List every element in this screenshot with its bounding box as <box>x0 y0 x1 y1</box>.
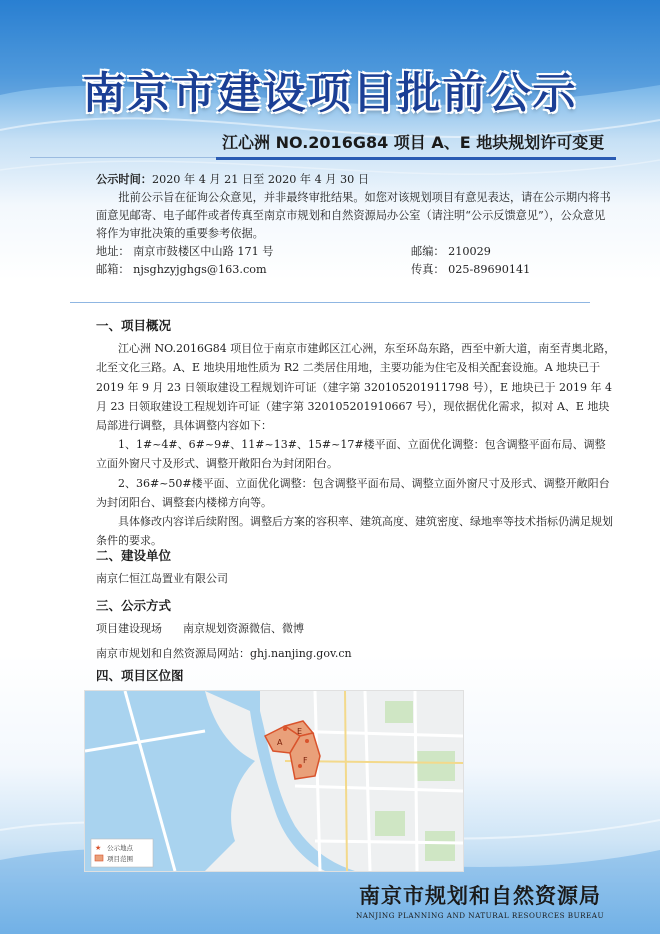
footer-org-cn: 南京市规划和自然资源局 <box>359 883 601 908</box>
builder-section <box>96 546 616 588</box>
overview-heading: 一、项目概况 <box>96 318 172 333</box>
builder-heading: 二、建设单位 <box>96 548 172 563</box>
footer-org-en: NANJING PLANNING AND NATURAL RESOURCES BUREAU <box>355 911 605 920</box>
location-map[interactable] <box>84 690 464 872</box>
method-heading: 三、公示方式 <box>96 598 172 613</box>
method-line-1: 项目建设现场 南京规划资源微信、微博 <box>96 622 304 636</box>
legend-range-label: 项目范围 <box>107 855 133 863</box>
fax: 传真： 025-89690141 <box>411 263 531 276</box>
period-value: 2020 年 4 月 21 日至 2020 年 4 月 30 日 <box>151 173 370 186</box>
method-line-2: 南京市规划和自然资源局网站：ghj.nanjing.gov.cn <box>96 647 352 661</box>
postcode: 邮编： 210029 <box>411 245 491 258</box>
plot-label-a: A <box>277 738 283 747</box>
notice-intro: 批前公示旨在征询公众意见，并非最终审批结果。如您对该规划项目有意见表达，请在公示期内将书面意见邮寄、电子邮件或者传真至南京市规划和自然资源局办公室（请注明“公示反馈意见”），公众意见将作为审批决策的重要参考依据。 <box>96 191 611 240</box>
legend-range-icon <box>95 855 103 861</box>
map-drawing <box>85 691 463 871</box>
overview-paragraph-4: 具体修改内容详后续附图。调整后方案的容积率、建筑高度、建筑密度、绿地率等技术指标仍满足规划条件的要求。 <box>96 515 613 548</box>
page-subtitle: 江心洲 NO.2016G84 项目 A、E 地块规划许可变更 <box>222 133 605 152</box>
period-label: 公示时间： <box>96 172 152 186</box>
address: 地址： 南京市鼓楼区中山路 171 号 <box>96 245 274 258</box>
location-section <box>96 666 616 685</box>
builder-name: 南京仁恒江岛置业有限公司 <box>96 572 228 586</box>
plot-label-f: F <box>303 756 308 765</box>
method-section <box>96 596 616 664</box>
overview-paragraph-1: 江心洲 NO.2016G84 项目位于南京市建邺区江心洲，东至环岛东路，西至中新大道，南至青奥北路，北至文化三路。A、E 地块用地性质为 R2 二类居住用地，主要功能为住宅及相关配套设施。A 地块已于 2019 年 9 月 23 日领取建设工程规划许可证（建字第 320105201911798 号），E 地块已于 2019 年 4 月 23 日领取建设工程规划许可证（建字第 320105201910667 号），现依据优化需求，拟对 A、E 地块局部进行调整，具体调整内容如下： <box>96 342 616 433</box>
overview-paragraph-3: 2、36#~50#楼平面、立面优化调整：包含调整平面布局、调整立面外窗尺寸及形式、调整开敞阳台为封闭阳台、调整套内楼梯方向等。 <box>96 476 610 509</box>
contact-row-1 <box>96 243 616 261</box>
email[interactable]: 邮箱： njsghzyjghgs@163.com <box>96 263 267 276</box>
section-divider <box>70 302 590 303</box>
contact-row-2 <box>96 261 616 279</box>
notice-info <box>96 170 616 279</box>
plot-label-e: E <box>297 727 303 736</box>
subtitle-left-rule <box>30 157 216 158</box>
overview-paragraph-2: 1、1#~4#、6#~9#、11#~13#、15#~17#楼平面、立面优化调整：包含调整平面布局、调整立面外窗尺寸及形式、调整开敞阳台为封闭阳台。 <box>96 438 606 471</box>
subtitle-underline <box>216 157 616 160</box>
location-heading: 四、项目区位图 <box>96 668 184 683</box>
overview-section <box>96 316 616 550</box>
subtitle-block <box>216 130 616 160</box>
page-title: 南京市建设项目批前公示 <box>82 69 578 119</box>
legend-star-icon: ★ <box>95 844 102 852</box>
legend-site-label: 公示地点 <box>107 844 133 852</box>
